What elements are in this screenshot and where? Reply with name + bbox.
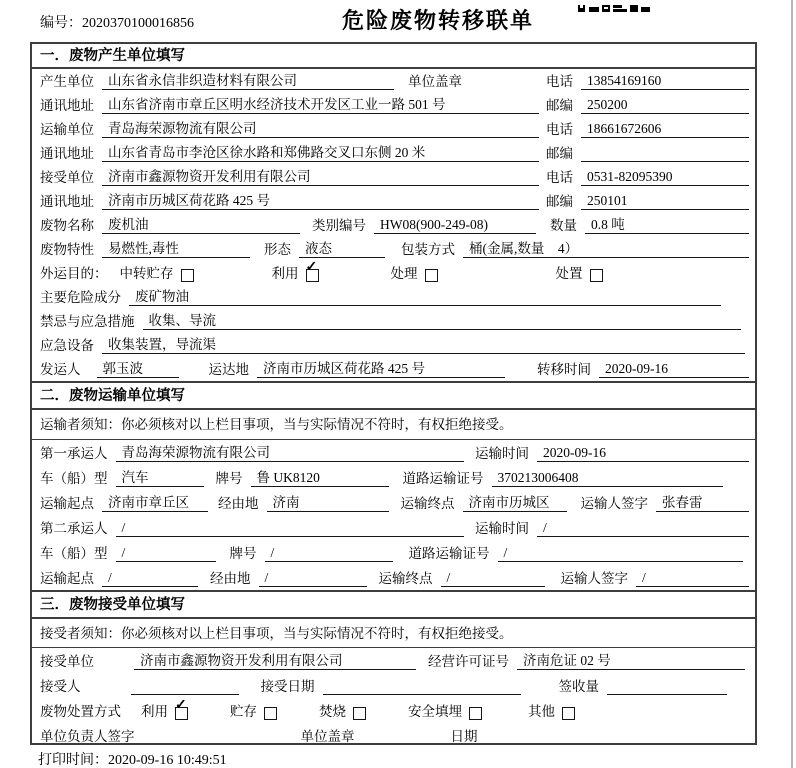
second-transport-time-value: / (537, 520, 749, 537)
form-label: 形态 (264, 242, 291, 257)
sender-value: 郭玉波 (97, 357, 179, 378)
road-license-label: 道路运输证号 (402, 471, 484, 486)
accepting-person-row (32, 673, 755, 698)
phone-label: 电话 (546, 170, 573, 185)
disposal-option-label: 贮存 (230, 704, 257, 719)
producer-unit-label: 产生单位 (40, 74, 94, 89)
via-label: 经由地 (218, 496, 259, 511)
second-route-row (32, 565, 755, 590)
accepting-person-label: 接受人 (40, 679, 81, 694)
permit-number-label: 经营许可证号 (428, 654, 509, 669)
transfer-time-value: 2020-09-16 (599, 361, 749, 378)
accepting-unit-row (32, 648, 755, 673)
first-origin-value: 济南市章丘区 (102, 491, 208, 512)
first-transport-time-value: 2020-09-16 (537, 445, 749, 462)
accepting-date-value (323, 679, 521, 695)
emergency-measures-row (32, 309, 755, 333)
accepting-date-label: 接受日期 (260, 679, 315, 694)
producer-unit-value: 山东省永信非织造材料有限公司 (102, 69, 394, 90)
packing-label: 包装方式 (401, 242, 455, 257)
second-road-license-value: / (498, 545, 744, 562)
address-label: 通讯地址 (40, 98, 94, 113)
waste-name-row (32, 213, 755, 237)
first-carrier-label: 第一承运人 (40, 446, 108, 461)
first-vehicle-row (32, 465, 755, 490)
endpoint-label: 运输终点 (378, 571, 433, 586)
checkbox-icon (469, 707, 482, 720)
disposal-option-use (141, 700, 188, 720)
quantity-label: 数量 (550, 218, 577, 233)
second-origin-value: / (102, 570, 198, 587)
first-carrier-row (32, 440, 755, 465)
first-carrier-value: 青岛海荣源物流有限公司 (116, 441, 464, 462)
unit-seal-label: 单位盖章 (408, 74, 462, 89)
zip-label: 邮编 (546, 194, 573, 209)
accepting-person-value (131, 679, 239, 695)
leader-signature-label: 单位负责人签字 (40, 729, 135, 744)
section3-header: 三．废物接受单位填写 (32, 590, 755, 619)
transporter-notice: 运输者须知：你必须核对以上栏目事项，当与实际情况不符时，有权拒绝接受。 (32, 410, 755, 440)
disposal-method-row (32, 698, 755, 723)
checkbox-checked-icon (175, 707, 188, 720)
checkbox-icon (181, 269, 194, 282)
purpose-option-label: 利用 (271, 266, 299, 281)
checkbox-icon (425, 269, 438, 282)
receiver-phone-value: 0531-82095390 (581, 169, 749, 186)
disposal-option-label: 安全填埋 (408, 704, 462, 719)
purpose-option-storage (120, 262, 194, 282)
plate-number-label: 牌号 (229, 546, 257, 561)
signed-amount-label: 签收量 (558, 679, 599, 694)
receiver-unit-value: 济南市鑫源物资开发利用有限公司 (102, 165, 539, 186)
category-code-label: 类别编号 (312, 218, 366, 233)
permit-number-value: 济南危证 02 号 (517, 649, 745, 670)
serial-number-value: 2020370100016856 (82, 16, 194, 31)
second-carrier-value: / (116, 520, 464, 537)
checkbox-icon (562, 707, 575, 720)
unit-seal-label: 单位盖章 (300, 729, 355, 744)
second-carrier-label: 第二承运人 (40, 521, 108, 536)
sender-label: 发运人 (40, 362, 81, 377)
first-vehicle-type-value: 汽车 (116, 466, 204, 487)
emergency-measures-value: 收集、导流 (143, 309, 742, 330)
disposal-option-label: 其他 (528, 704, 555, 719)
leader-signature-row (32, 723, 755, 745)
purpose-option-use (272, 262, 319, 282)
disposal-option-label: 焚烧 (319, 704, 346, 719)
waste-character-label: 废物特性 (40, 242, 94, 257)
signed-amount-value (607, 679, 727, 695)
emergency-equipment-value: 收集装置，导流渠 (102, 333, 745, 354)
first-road-license-value: 370213006408 (492, 470, 724, 487)
first-endpoint-value: 济南市历城区 (463, 491, 567, 512)
zip-label: 邮编 (546, 98, 573, 113)
endpoint-label: 运输终点 (400, 496, 455, 511)
qr-code-partial-icon (578, 0, 650, 7)
waste-name-label: 废物名称 (40, 218, 94, 233)
producer-phone-value: 13854169160 (581, 73, 749, 90)
address-label: 通讯地址 (40, 146, 94, 161)
disposal-option-label: 利用 (141, 704, 168, 719)
second-vehicle-type-value: / (116, 545, 216, 562)
receiver-zip-value: 250101 (581, 193, 749, 210)
receiver-unit-row (32, 165, 755, 189)
transporter-address-value: 山东省青岛市李沧区徐水路和郑佛路交叉口东侧 20 米 (102, 141, 539, 162)
second-via-value: / (259, 570, 367, 587)
transporter-sign-label: 运输人签字 (560, 571, 628, 586)
section2-header: 二．废物运输单位填写 (32, 381, 755, 410)
waste-character-value: 易燃性,毒性 (102, 237, 250, 258)
hazard-component-label: 主要危险成分 (40, 290, 121, 305)
vehicle-type-label: 车（船）型 (40, 546, 108, 561)
transporter-unit-label: 运输单位 (40, 122, 94, 137)
receiver-address-row (32, 189, 755, 213)
packing-value: 桶(金属,数量 4） (463, 237, 749, 258)
second-transporter-sign-value: / (636, 570, 749, 587)
form-value: 液态 (299, 237, 385, 258)
leader-signature-value (181, 729, 287, 745)
serial-number-label: 编号： (40, 16, 82, 31)
origin-label: 运输起点 (40, 496, 94, 511)
producer-address-value: 山东省济南市章丘区明水经济技术开发区工业一路 501 号 (102, 93, 539, 114)
purpose-option-treat (391, 262, 438, 282)
receiver-address-value: 济南市历城区荷花路 425 号 (102, 189, 539, 210)
destination-label: 运达地 (208, 362, 249, 377)
transporter-phone-value: 18661672606 (581, 121, 749, 138)
phone-label: 电话 (546, 122, 573, 137)
accepting-unit-label: 接受单位 (40, 654, 94, 669)
waste-name-value: 废机油 (102, 213, 300, 234)
print-time-value: 2020-09-16 10:49:51 (108, 753, 227, 768)
transporter-sign-label: 运输人签字 (580, 496, 648, 511)
via-label: 经由地 (210, 571, 251, 586)
second-vehicle-row (32, 540, 755, 565)
origin-label: 运输起点 (40, 571, 94, 586)
purpose-option-label: 处理 (390, 266, 418, 281)
first-via-value: 济南 (267, 491, 389, 512)
transporter-address-row (32, 141, 755, 165)
zip-label: 邮编 (546, 146, 573, 161)
seal-date-label: 日期 (450, 729, 478, 744)
checkbox-checked-icon (306, 269, 319, 282)
disposal-option-other (528, 700, 575, 720)
disposal-option-incinerate (319, 700, 366, 720)
hazard-component-value: 废矿物油 (129, 285, 721, 306)
producer-unit-row (32, 69, 755, 93)
checkbox-icon (264, 707, 277, 720)
purpose-option-label: 处置 (555, 266, 583, 281)
page-right-edge (791, 0, 793, 768)
disposal-method-label: 废物处置方式 (40, 704, 121, 719)
transport-time-label: 运输时间 (475, 521, 529, 536)
first-transporter-sign-value: 张春雷 (656, 491, 749, 512)
disposal-option-landfill (408, 700, 482, 720)
destination-value: 济南市历城区荷花路 425 号 (257, 357, 505, 378)
receiver-notice: 接受者须知：你必须核对以上栏目事项，当与实际情况不符时，有权拒绝接受。 (32, 619, 755, 648)
transporter-zip-value (581, 146, 749, 162)
plate-number-label: 牌号 (215, 471, 243, 486)
transfer-purpose-row (32, 261, 755, 285)
producer-zip-value: 250200 (581, 97, 749, 114)
phone-label: 电话 (546, 74, 573, 89)
transfer-purpose-label: 外运目的： (40, 266, 108, 281)
disposal-option-store (230, 700, 277, 720)
emergency-equipment-label: 应急设备 (40, 338, 94, 353)
purpose-option-dispose (556, 262, 603, 282)
transporter-unit-row (32, 117, 755, 141)
vehicle-type-label: 车（船）型 (40, 471, 108, 486)
receiver-unit-label: 接受单位 (40, 170, 94, 185)
second-plate-number-value: / (265, 545, 393, 562)
road-license-label: 道路运输证号 (408, 546, 490, 561)
checkbox-icon (590, 269, 603, 282)
quantity-value: 0.8 吨 (585, 213, 749, 234)
purpose-option-label: 中转贮存 (119, 266, 174, 281)
accepting-unit-value: 济南市鑫源物资开发利用有限公司 (134, 649, 416, 670)
transfer-time-label: 转移时间 (537, 362, 591, 377)
checkbox-icon (353, 707, 366, 720)
address-label: 通讯地址 (40, 194, 94, 209)
page-title: 危险废物转移联单 (341, 8, 534, 33)
second-carrier-row (32, 515, 755, 540)
emergency-measures-label: 禁忌与应急措施 (40, 314, 135, 329)
category-code-value: HW08(900-249-08) (374, 217, 536, 234)
transport-time-label: 运输时间 (475, 446, 529, 461)
section1-header: 一．废物产生单位填写 (32, 44, 755, 69)
sender-row (32, 357, 755, 381)
seal-date-value (486, 729, 728, 745)
first-route-row (32, 490, 755, 515)
print-time-label: 打印时间： (38, 753, 108, 768)
emergency-equipment-row (32, 333, 755, 357)
print-time (38, 749, 227, 768)
waste-character-row (32, 237, 755, 261)
second-endpoint-value: / (441, 570, 545, 587)
producer-address-row (32, 93, 755, 117)
first-plate-number-value: 鲁 UK8120 (251, 466, 389, 487)
transporter-unit-value: 青岛海荣源物流有限公司 (102, 117, 539, 138)
hazard-component-row (32, 285, 755, 309)
manifest-table (30, 42, 757, 745)
